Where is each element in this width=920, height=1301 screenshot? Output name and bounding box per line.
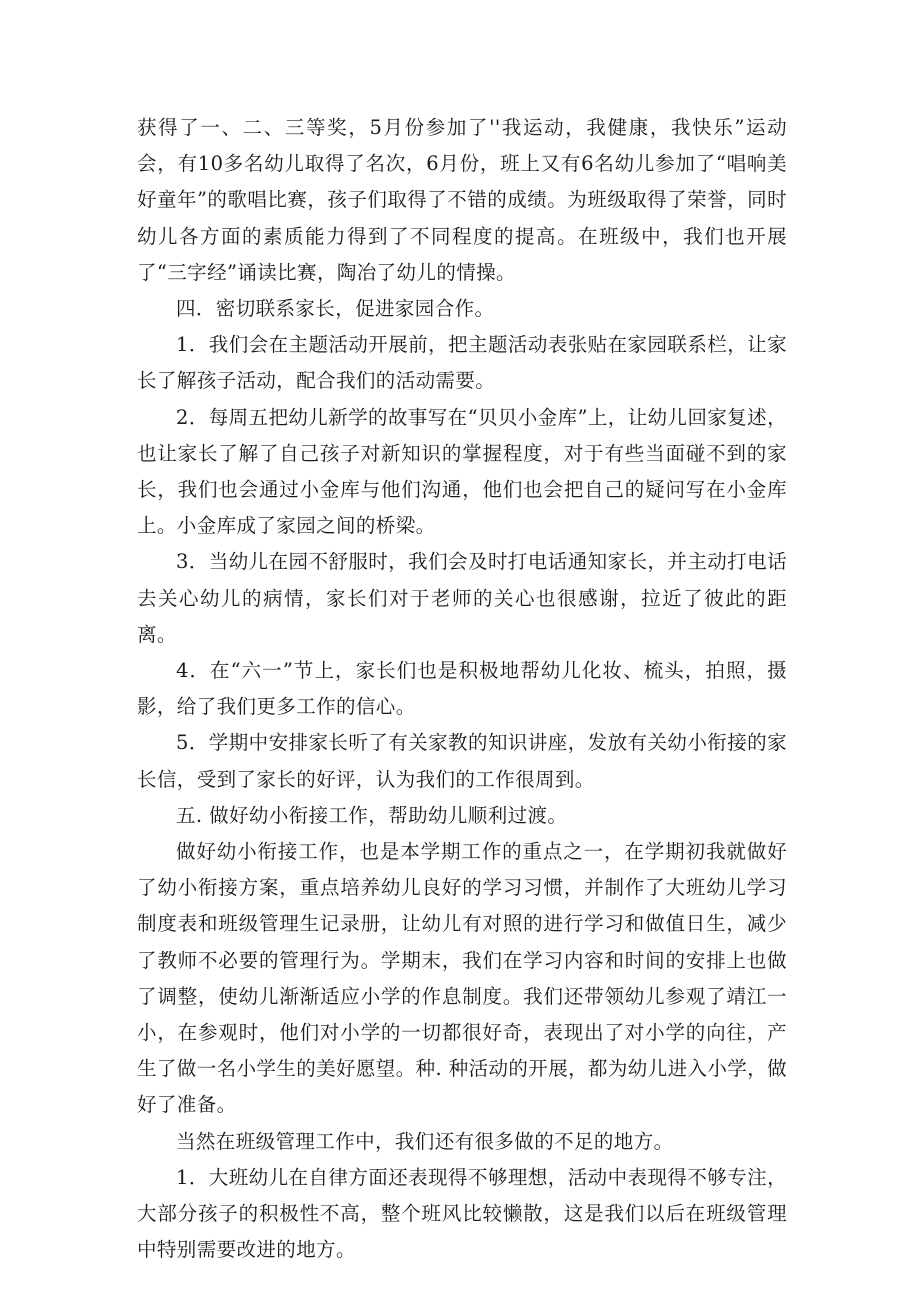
list-item-4: 4．在“六一”节上，家长们也是积极地帮幼儿化妆、梳头，拍照，摄影，给了我们更多工作的信心。 bbox=[137, 659, 787, 719]
list-item-shortcoming-1: 1．大班幼儿在自律方面还表现得不够理想，活动中表现得不够专注，大部分孩子的积极性不高，整个班风比较懒散，这是我们以后在班级管理中特别需要改进的地方。 bbox=[137, 1165, 787, 1262]
heading-section-five: 五. 做好幼小衔接工作，帮助幼儿顺利过渡。 bbox=[176, 803, 568, 827]
heading-section-four: 四．密切联系家长，促进家园合作。 bbox=[176, 297, 495, 321]
paragraph-shortcomings-intro: 当然在班级管理工作中，我们还有很多做的不足的地方。 bbox=[176, 1129, 674, 1153]
paragraph-transition-work: 做好幼小衔接工作，也是本学期工作的重点之一，在学期初我就做好了幼小衔接方案，重点培养幼儿良好的学习习惯，并制作了大班幼儿学习制度表和班级管理生记录册，让幼儿有对照的进行学习和做值日生，减少了教师不必要的管理行为。学期末，我们在学习内容和时间的安排上也做了调整，使幼儿渐渐适应小学的作息制度。我们还带领幼儿参观了靖江一小，在参观时，他们对小学的一切都很好奇，表现出了对小学的向往，产生了做一名小学生的美好愿望。种. 种活动的开展，都为幼儿进入小学，做好了准备。 bbox=[137, 840, 787, 1117]
list-item-2: 2．每周五把幼儿新学的故事写在“贝贝小金库”上，让幼儿回家复述，也让家长了解了自己孩子对新知识的掌握程度，对于有些当面碰不到的家长，我们也会通过小金库与他们沟通，他们也会把自己的疑问写在小金库上。小金库成了家园之间的桥梁。 bbox=[137, 405, 787, 538]
list-item-1: 1．我们会在主题活动开展前，把主题活动表张贴在家园联系栏，让家长了解孩子活动，配合我们的活动需要。 bbox=[137, 333, 787, 393]
list-item-5: 5．学期中安排家长听了有关家教的知识讲座，发放有关幼小衔接的家长信，受到了家长的好评，认为我们的工作很周到。 bbox=[137, 731, 787, 791]
document-body bbox=[137, 110, 787, 1269]
paragraph-awards-continued: 获得了一、二、三等奖，5月份参加了''我运动，我健康，我快乐”运动会，有10多名幼儿取得了名次，6月份，班上又有6名幼儿参加了“唱响美好童年”的歌唱比赛，孩子们取得了不错的成绩。为班级取得了荣誉，同时幼儿各方面的素质能力得到了不同程度的提高。在班级中，我们也开展了“三字经”诵读比赛，陶冶了幼儿的情操。 bbox=[137, 116, 787, 284]
list-item-3: 3．当幼儿在园不舒服时，我们会及时打电话通知家长，并主动打电话去关心幼儿的病情，家长们对于老师的关心也很感谢，拉近了彼此的距离。 bbox=[137, 550, 787, 646]
